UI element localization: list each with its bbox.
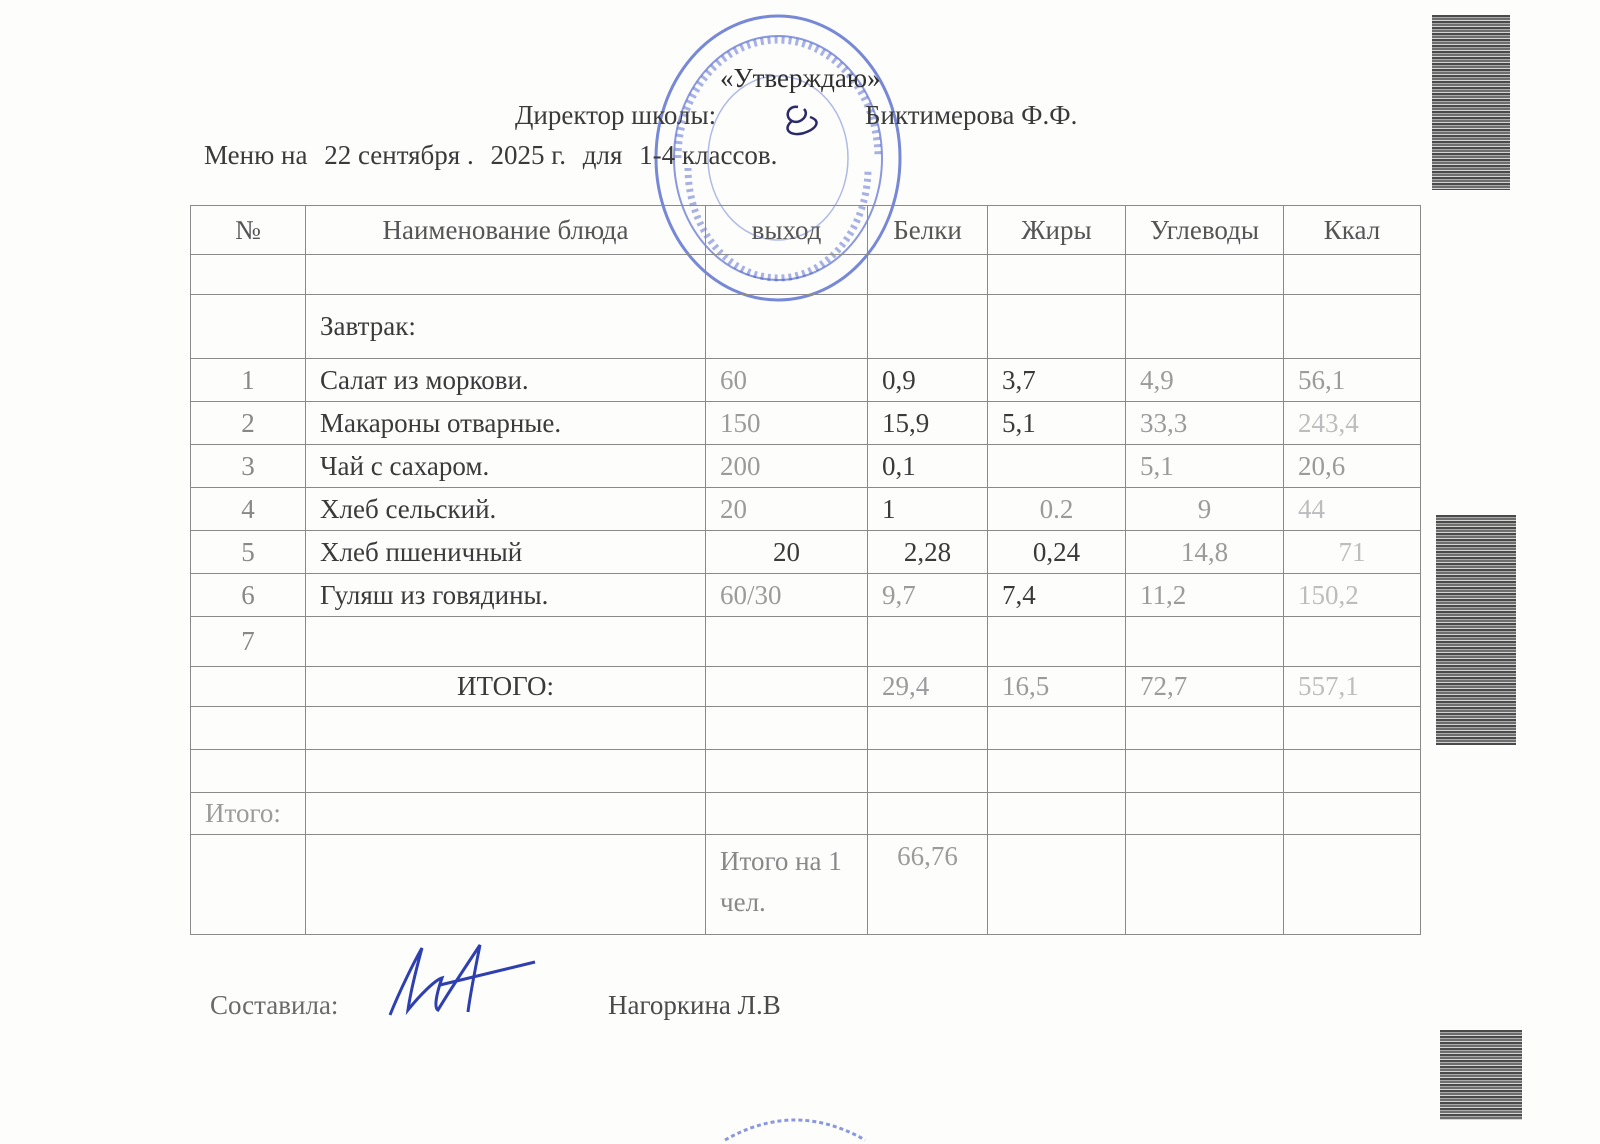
- director-label: Директор школы:: [515, 100, 717, 130]
- per-person-value: 66,76: [868, 835, 988, 935]
- menu-table: [190, 205, 1421, 935]
- dish-protein: 9,7: [868, 574, 988, 617]
- dish-protein: 15,9: [868, 402, 988, 445]
- scan-edge-middle: [1436, 515, 1516, 745]
- composer-signature: [380, 940, 540, 1025]
- dish-carbs: 11,2: [1126, 574, 1284, 617]
- composer-name: Нагоркина Л.В: [608, 990, 781, 1020]
- header-number: №: [191, 206, 306, 255]
- dish-fat: 3,7: [988, 359, 1126, 402]
- dish-fat: 7,4: [988, 574, 1126, 617]
- dish-name: Хлеб пшеничный: [306, 531, 706, 574]
- header-output: выход: [706, 206, 868, 255]
- composer-label: Составила:: [210, 990, 339, 1020]
- menu-heading: [204, 140, 787, 171]
- dish-name: Хлеб сельский.: [306, 488, 706, 531]
- table-header-row: [191, 206, 1421, 255]
- dish-carbs: 9: [1126, 488, 1284, 531]
- itogo-label: Итого:: [191, 793, 306, 835]
- dish-output: 60: [706, 359, 868, 402]
- dish-protein: 2,28: [868, 531, 988, 574]
- dish-kcal: 150,2: [1284, 574, 1421, 617]
- dish-carbs: 5,1: [1126, 445, 1284, 488]
- scan-edge-bottom: [1440, 1030, 1522, 1120]
- dish-name: Чай с сахаром.: [306, 445, 706, 488]
- table-row: [191, 617, 1421, 667]
- dish-output: 150: [706, 402, 868, 445]
- table-row: [191, 402, 1421, 445]
- total-carbs: 72,7: [1126, 667, 1284, 707]
- menu-classes: 1-4 классов.: [639, 140, 778, 170]
- dish-kcal: 44: [1284, 488, 1421, 531]
- dish-output: 20: [706, 531, 868, 574]
- table-row: [191, 531, 1421, 574]
- total-protein: 29,4: [868, 667, 988, 707]
- itogo-row: [191, 793, 1421, 835]
- row-number: 1: [191, 359, 306, 402]
- total-label: ИТОГО:: [306, 667, 706, 707]
- section-label: Завтрак:: [306, 295, 706, 359]
- header-carbs: Углеводы: [1126, 206, 1284, 255]
- director-name: Биктимерова Ф.Ф.: [865, 100, 1078, 130]
- dish-fat: 0,24: [988, 531, 1126, 574]
- dish-output: 20: [706, 488, 868, 531]
- menu-prefix: Меню на: [204, 140, 308, 170]
- dish-name: Макароны отварные.: [306, 402, 706, 445]
- menu-date: 22 сентября .: [324, 140, 474, 170]
- dish-name: Салат из моркови.: [306, 359, 706, 402]
- header-dish: Наименование блюда: [306, 206, 706, 255]
- table-row: [191, 488, 1421, 531]
- total-fat: 16,5: [988, 667, 1126, 707]
- row-number: 7: [191, 617, 306, 667]
- table-row: [191, 359, 1421, 402]
- dish-protein: 0,9: [868, 359, 988, 402]
- dish-kcal: 56,1: [1284, 359, 1421, 402]
- row-number: 4: [191, 488, 306, 531]
- table-row: [191, 255, 1421, 295]
- menu-for: для: [582, 140, 623, 170]
- per-person-label: Итого на 1 чел.: [706, 835, 868, 935]
- section-row: [191, 295, 1421, 359]
- dish-kcal: 20,6: [1284, 445, 1421, 488]
- stamp-fragment: [720, 1105, 870, 1144]
- dish-carbs: 33,3: [1126, 402, 1284, 445]
- table-row: [191, 707, 1421, 750]
- dish-kcal: 71: [1284, 531, 1421, 574]
- dish-output: 200: [706, 445, 868, 488]
- dish-carbs: 14,8: [1126, 531, 1284, 574]
- menu-year: 2025 г.: [490, 140, 566, 170]
- row-number: 2: [191, 402, 306, 445]
- dish-output: 60/30: [706, 574, 868, 617]
- scan-edge-top: [1432, 15, 1510, 190]
- dish-carbs: 4,9: [1126, 359, 1284, 402]
- header-kcal: Ккал: [1284, 206, 1421, 255]
- header-protein: Белки: [868, 206, 988, 255]
- header-fat: Жиры: [988, 206, 1126, 255]
- row-number: 5: [191, 531, 306, 574]
- dish-protein: 0,1: [868, 445, 988, 488]
- director-line: [515, 100, 1078, 131]
- table-row: [191, 445, 1421, 488]
- director-signature: [770, 95, 840, 140]
- table-row: [191, 750, 1421, 793]
- row-number: 6: [191, 574, 306, 617]
- dish-fat: [988, 445, 1126, 488]
- per-person-row: [191, 835, 1421, 935]
- dish-fat: 0.2: [988, 488, 1126, 531]
- dish-protein: 1: [868, 488, 988, 531]
- dish-kcal: 243,4: [1284, 402, 1421, 445]
- table-row: [191, 574, 1421, 617]
- dish-name: Гуляш из говядины.: [306, 574, 706, 617]
- row-number: 3: [191, 445, 306, 488]
- approval-title: «Утверждаю»: [720, 63, 881, 93]
- dish-fat: 5,1: [988, 402, 1126, 445]
- total-kcal: 557,1: [1284, 667, 1421, 707]
- total-row: [191, 667, 1421, 707]
